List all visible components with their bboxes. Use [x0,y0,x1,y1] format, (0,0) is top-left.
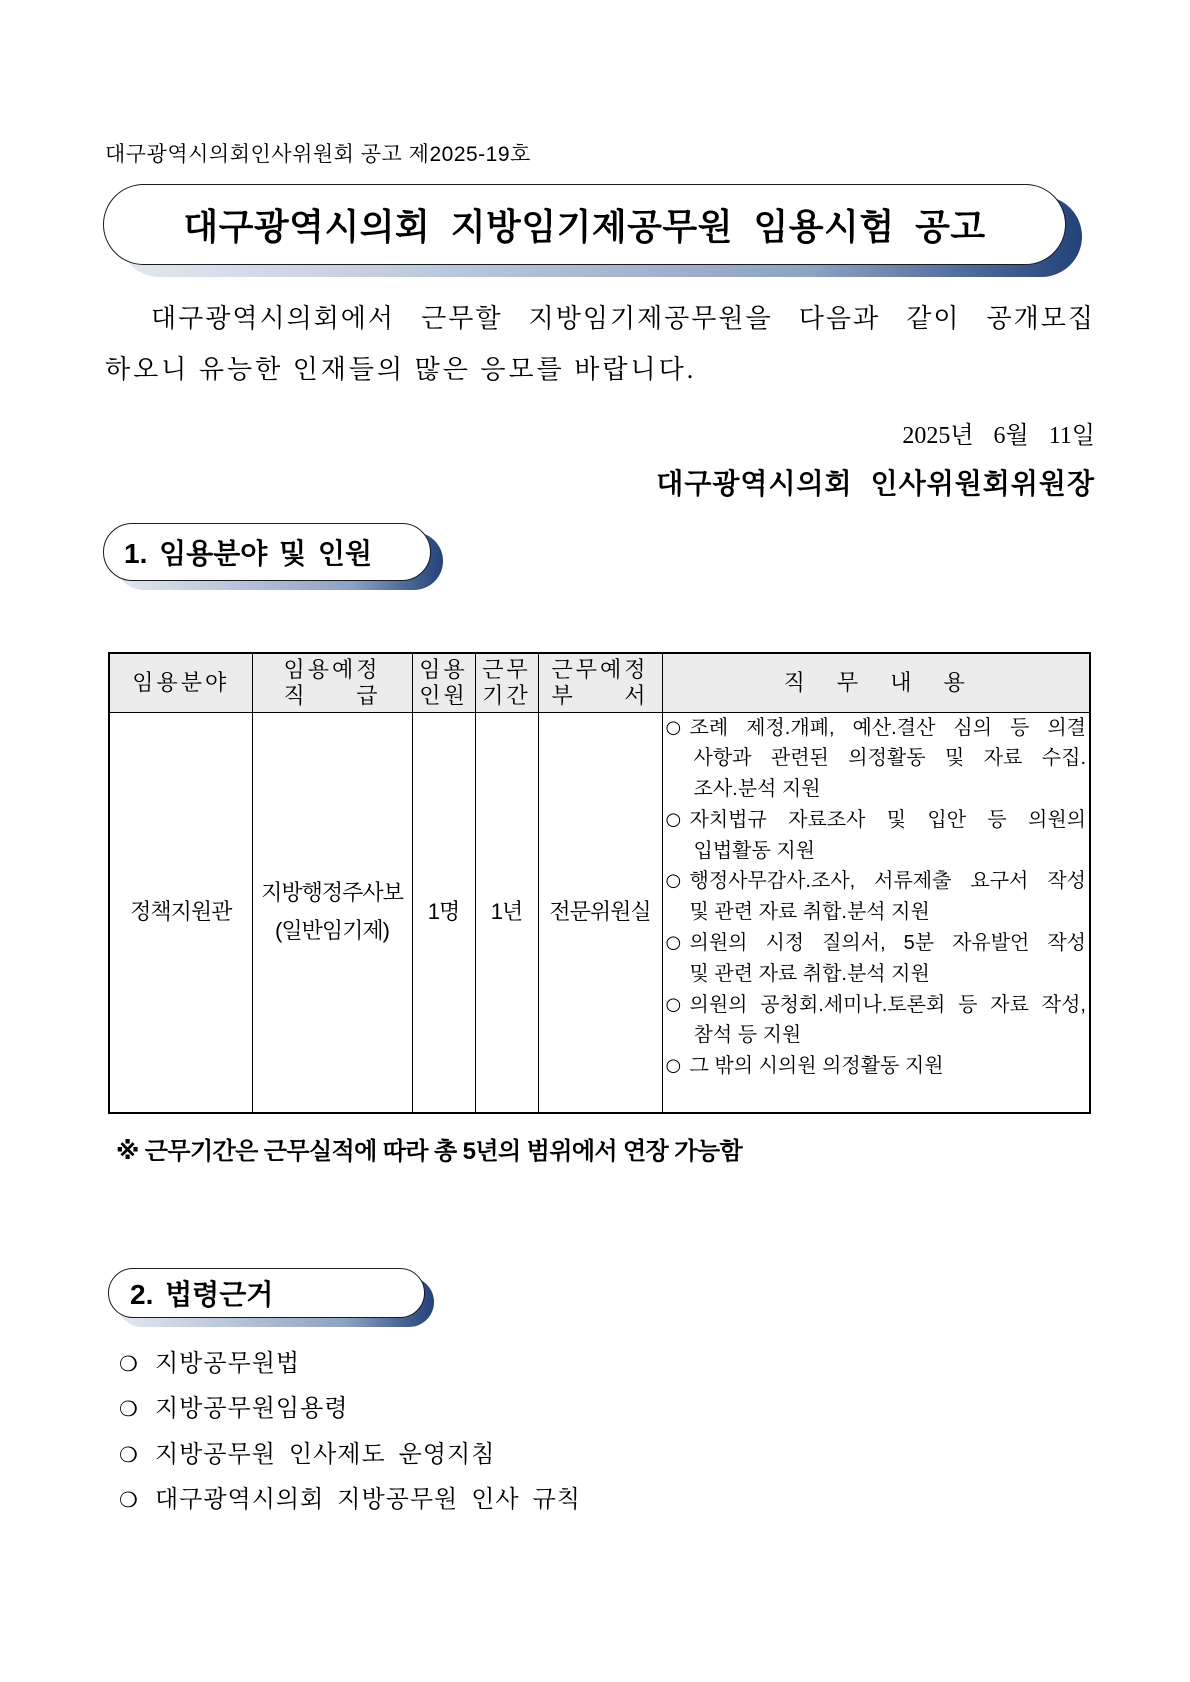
header-dept-line: 부 서 [551,682,649,708]
duty-bullet-icon: ○ [665,1055,682,1077]
section-heading-label: 2. 법령근거 [130,1279,274,1310]
duty-bullet-icon: ○ [665,870,682,892]
legal-basis-text: 지방공무원법 [155,1350,301,1377]
duty-line: 자치법규 자료조사 및 입안 등 의원의 [689,808,1086,831]
table-row [109,712,1090,1113]
issuer-name: 대구광역시의회 인사위원회위원장 [656,469,1095,500]
header-duties-label: 직 무 내 용 [783,669,968,695]
duty-item [666,928,1087,990]
header-dept [538,653,662,712]
duty-item [666,866,1087,928]
duty-item [666,1051,1087,1082]
header-dept-stack [551,657,648,709]
duty-line: 참석 등 지원 [693,1024,802,1047]
duty-line: 및 관련 자료 취합.분석 지원 [689,962,930,985]
section-heading-1 [103,523,431,581]
header-dept-line: 근무예정 [551,656,649,682]
header-grade-stack [283,657,380,709]
duty-line: 조사.분석 지원 [693,778,821,801]
cell-field: 정책지원관 [109,712,252,1113]
duty-line: 의원의 공청회.세미나.토론회 등 자료 작성, [689,993,1086,1016]
intro-text-line: 하오니 유능한 인재들의 많은 응모를 바랍니다. [105,355,697,384]
intro-text-line: 대구광역시의회에서 근무할 지방임기제공무원을 다음과 같이 공개모집 [151,304,1095,333]
cell-period: 1년 [475,712,538,1113]
header-duties [662,653,1090,712]
duty-bullet-icon: ○ [665,808,682,830]
page-title: 대구광역시의회 지방임기제공무원 임용시험 공고 [183,206,986,247]
cell-grade-line: 지방행정주사보 [261,880,403,906]
circle-bullet-icon: ❍ [119,1442,138,1467]
cell-grade-line: (일반임기제) [275,918,389,944]
header-grade [252,653,412,712]
employment-period-note: ※ 근무기간은 근무실적에 따라 총 5년의 범위에서 연장 가능함 [116,1138,743,1165]
header-count-stack [419,657,468,709]
recruitment-table [108,652,1091,1114]
section-heading-2 [108,1268,425,1318]
duty-bullet-icon: ○ [665,993,682,1015]
legal-basis-text: 지방공무원임용령 [155,1396,349,1423]
cell-count: 1명 [412,712,475,1113]
circle-bullet-icon: ❍ [119,1397,138,1422]
duty-line: 의원의 시정 질의서, 5분 자유발언 작성 [689,932,1086,955]
header-count [412,653,475,712]
circle-bullet-icon: ❍ [119,1488,138,1513]
list-item [119,1478,581,1524]
list-item [119,1341,581,1387]
notice-number: 대구광역시의회인사위원회 공고 제2025-19호 [105,143,531,166]
header-period-line: 기간 [482,682,531,708]
duty-lines [690,928,1087,990]
header-grade-line: 임용예정 [283,656,381,682]
duty-item [666,805,1087,867]
legal-basis-text: 대구광역시의회 지방공무원 인사 규칙 [155,1487,581,1514]
cell-duties [662,712,1090,1113]
duty-line: 조례 제정.개폐, 예산.결산 심의 등 의결 [689,716,1086,739]
duty-line: 사항과 관련된 의정활동 및 자료 수집. [693,747,1086,770]
title-banner [103,184,1066,265]
cell-grade [252,712,412,1113]
duty-bullet-icon: ○ [665,716,682,738]
header-field-label: 임용분야 [132,669,230,695]
duty-lines [690,1051,1087,1082]
header-count-line: 인원 [419,682,468,708]
duty-line: 및 관련 자료 취합.분석 지원 [689,901,930,924]
duty-line: 그 밖의 시의원 의정활동 지원 [689,1055,944,1078]
duty-lines [690,990,1087,1052]
header-period-line: 근무 [482,656,531,682]
header-grade-line: 직 급 [283,682,381,708]
duty-bullet-icon: ○ [665,932,682,954]
cell-dept: 전문위원실 [538,712,662,1113]
legal-basis-text: 지방공무원 인사제도 운영지침 [155,1441,496,1468]
list-item [119,1432,581,1478]
duty-lines [690,805,1087,867]
duty-item [666,713,1087,805]
duty-lines [690,866,1087,928]
list-item [119,1387,581,1433]
duty-item [666,990,1087,1052]
header-field [109,653,252,712]
circle-bullet-icon: ❍ [119,1351,138,1376]
header-period [475,653,538,712]
section-heading-label: 1. 임용분야 및 인원 [124,538,373,569]
table-header-row [109,653,1090,712]
header-count-line: 임용 [419,656,468,682]
duty-lines [690,713,1087,805]
legal-basis-list [119,1341,581,1523]
header-period-stack [482,657,531,709]
duty-line: 행정사무감사.조사, 서류제출 요구서 작성 [689,870,1086,893]
duty-line: 입법활동 지원 [693,839,815,862]
notice-date: 2025년 6월 11일 [902,423,1095,449]
